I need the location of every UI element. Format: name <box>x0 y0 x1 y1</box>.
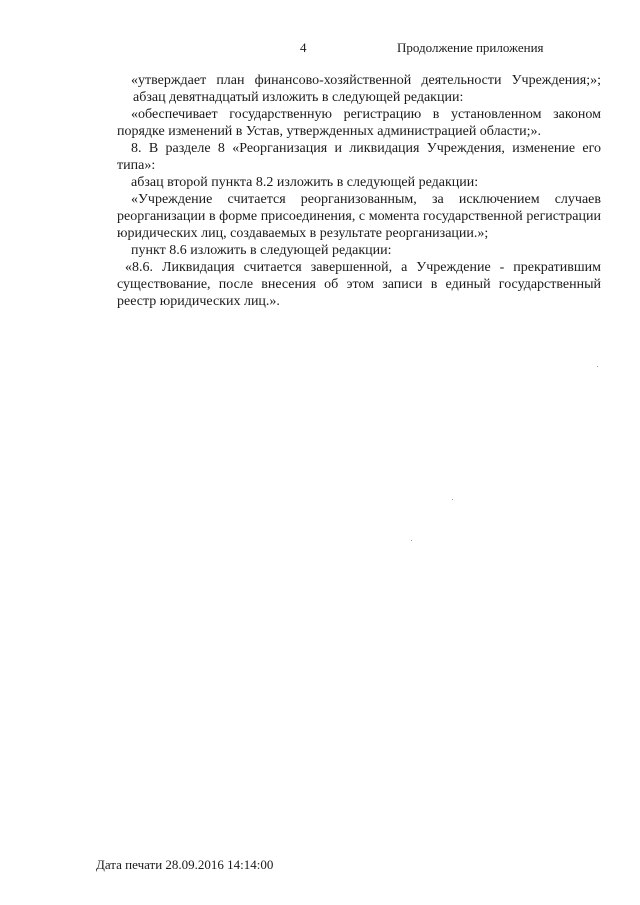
paragraph-3: «обеспечивает государственную регистрацию в установленном законом порядке изменений в Устав, утвержденных администрацией области;». <box>117 107 601 139</box>
paragraph-7: пункт 8.6 изложить в следующей редакции: <box>131 243 392 258</box>
running-header: Продолжение приложения <box>397 40 544 55</box>
page-number: 4 <box>300 40 307 55</box>
paragraph-2: абзац девятнадцатый изложить в следующей редакции: <box>133 90 464 105</box>
document-body <box>117 72 601 310</box>
paragraph-6: «Учреждение считается реорганизованным, за исключением случаев реорганизации в форме присоединения, с момента государственной регистрации юридических лиц, создаваемых в результате реорганизации.»; <box>117 192 601 241</box>
print-date-footer: Дата печати 28.09.2016 14:14:00 <box>96 857 274 872</box>
paragraph-5: абзац второй пункта 8.2 изложить в следующей редакции: <box>131 175 479 190</box>
scan-speck <box>597 366 598 367</box>
scan-speck <box>411 540 412 541</box>
scan-speck <box>452 499 453 500</box>
paragraph-8: «8.6. Ликвидация считается завершенной, а Учреждение - прекратившим существование, после внесения об этом записи в единый государственный реестр юридических лиц.». <box>117 260 601 309</box>
paragraph-4: 8. В разделе 8 «Реорганизация и ликвидация Учреждения, изменение его типа»: <box>117 141 601 173</box>
paragraph-1: «утверждает план финансово-хозяйственной деятельности Учреждения;»; <box>131 73 601 88</box>
